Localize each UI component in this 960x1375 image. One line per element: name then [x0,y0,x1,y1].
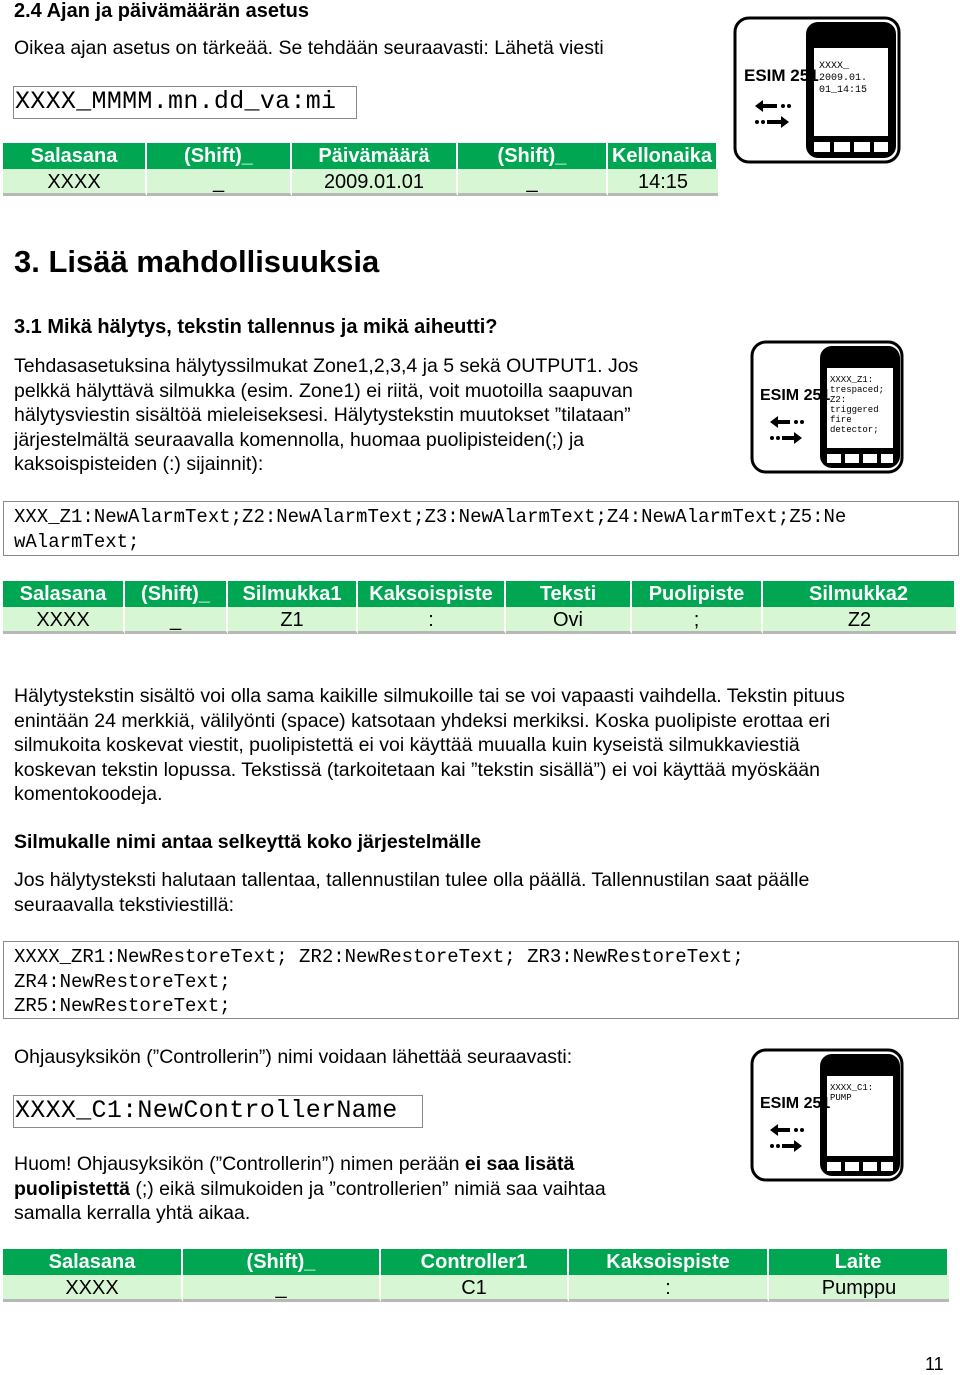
code-line: ZR4:NewRestoreText; [14,970,231,993]
table-header: Silmukka1 [228,581,358,607]
code-line: wAlarmText; [14,530,140,553]
table-cell: _ [183,1275,381,1302]
text-line [14,1152,714,1177]
table-cell: 2009.01.01 [292,169,458,196]
section-heading-3-1: 3.1 Mikä hälytys, tekstin tallennus ja mikä aiheutti? [14,316,498,338]
text-line: järjestelmältä seuraavalla komennolla, huomaa puolipisteiden(;) ja [14,428,585,451]
phone-screen-line: detector; [830,425,879,435]
text-line: samalla kerralla yhtä aikaa. [14,1202,251,1224]
table-cell: _ [147,169,292,196]
phone-screen-line: triggered [830,405,879,415]
table-cell: Ovi [506,607,632,634]
paragraph-note [14,1152,714,1226]
table-cell: Pumppu [769,1275,949,1302]
note-text: Huom! Ohjausyksikön (”Controllerin”) nimen perään [14,1153,465,1175]
paragraph-restore [14,868,949,917]
phone-illustration-time [733,16,901,164]
text-line: Jos hälytysteksti halutaan tallentaa, tallennustilan tulee olla päällä. Tallennustilan saat päälle [14,869,810,891]
text-line: komentokoodeja. [14,783,163,805]
text-line: koskevan tekstin lopussa. Tekstissä (tarkoitetaan kai ”tekstin sisällä”) ei voi käyttää myöskään [14,758,820,781]
phone-brand: ESIM 251 [744,66,819,85]
text-line: enintään 24 merkkiä, välilyönti (space) katsotaan yhdeksi merkiksi. Koska puolipiste erottaa eri [14,709,831,732]
paragraph-alarm-text [14,354,734,477]
table-header: (Shift)_ [458,143,608,169]
text-line: hälytysviestin sisältöä mieleiseksesi. Hälytystekstin muutokset ”tilataan” [14,404,631,426]
table-header: Salasana [3,581,125,607]
phone-illustration-alarm [750,340,904,474]
text-line: pelkkä hälyttävä silmukka (esim. Zone1) ei riitä, voit muotoilla saapuvan [14,379,633,402]
table-cell: ; [632,607,763,634]
phone-brand: ESIM 251 [760,387,831,404]
table-header: (Shift)_ [125,581,228,607]
note-bold: ei saa lisätä [464,1153,575,1175]
table-cell: Z2 [763,607,956,634]
bold-heading-loop-name: Silmukalle nimi antaa selkeyttä koko järjestelmälle [14,831,482,853]
text-line: seuraavalla tekstiviestillä: [14,893,235,916]
phone-screen-line: PUMP [830,1093,852,1103]
page-number: 11 [925,1354,944,1374]
code-alarm-text [3,501,959,556]
phone-screen-line: trespaced; [830,385,885,395]
table-cell: XXXX [3,607,125,634]
table-cell: : [358,607,506,634]
paragraph-controller: Ohjausyksikön (”Controllerin”) nimi voidaan lähettää seuraavasti: [14,1046,573,1068]
table-header: Kaksoispiste [358,581,506,607]
table-header: (Shift)_ [147,143,292,169]
table-header: Teksti [506,581,632,607]
table-header: Laite [769,1249,949,1275]
table-header: Päivämäärä [292,143,458,169]
table-cell: : [569,1275,769,1302]
paragraph-time-intro: Oikea ajan asetus on tärkeää. Se tehdään seuraavasti: Lähetä viesti [14,37,604,59]
phone-illustration-controller [750,1048,904,1182]
phone-brand: ESIM 251 [760,1095,831,1112]
section-heading-2-4: 2.4 Ajan ja päivämäärän asetus [14,0,309,22]
phone-screen-line: XXXX_Z1: [830,375,874,385]
code-set-time: XXXX_MMMM.mn.dd_va:mi [13,86,357,119]
code-line: XXX_Z1:NewAlarmText;Z2:NewAlarmText;Z3:NewAlarmText;Z4:NewAlarmText;Z5:Ne [14,506,847,528]
phone-screen-line: Z2: [830,395,847,405]
table-header: Kaksoispiste [569,1249,769,1275]
code-line: ZR5:NewRestoreText; [14,995,231,1017]
code-restore-text [3,941,959,1019]
table-header: Salasana [3,1249,183,1275]
note-bold: puolipistettä [14,1177,130,1200]
table-cell: _ [125,607,228,634]
table-cell: XXXX [3,1275,183,1302]
phone-screen-line: XXXX_C1: [830,1083,874,1093]
table-cell: _ [458,169,608,196]
table-cell: Z1 [228,607,358,634]
table-controller [3,1249,949,1302]
table-cell: XXXX [3,169,147,196]
table-header: Puolipiste [632,581,763,607]
text-line [14,1177,714,1202]
text-line: Tehdasasetuksina hälytyssilmukat Zone1,2,3,4 ja 5 sekä OUTPUT1. Jos [14,355,639,377]
section-heading-3: 3. Lisää mahdollisuuksia [14,244,380,279]
table-alarm [3,581,956,634]
table-header: Kellonaika [608,143,718,169]
phone-screen-line: 2009.01. [819,73,868,84]
table-header: Silmukka2 [763,581,956,607]
paragraph-alarm-content [14,684,949,807]
table-header: Controller1 [381,1249,569,1275]
code-controller-name: XXXX_C1:NewControllerName [13,1095,423,1128]
table-time [3,143,718,196]
table-header: Salasana [3,143,147,169]
text-line: kaksoispisteiden (:) sijainnit): [14,453,264,475]
phone-screen-line: fire [830,415,852,425]
phone-screen-line: 01_14:15 [819,85,868,96]
note-text: (;) eikä silmukoiden ja ”controllerien” nimiä saa vaihtaa [129,1177,606,1200]
table-cell: 14:15 [608,169,718,196]
text-line: Hälytystekstin sisältö voi olla sama kaikille silmukoille tai se voi vapaasti vaihdella. Tekstin pituus [14,685,845,707]
table-header: (Shift)_ [183,1249,381,1275]
phone-screen-line: XXXX_ [819,61,850,72]
code-line: XXXX_ZR1:NewRestoreText; ZR2:NewRestoreText; ZR3:NewRestoreText; [14,946,744,968]
text-line: silmukoita koskevat viestit, puolipistettä ei voi käyttää muualla kuin kyseistä silmukkaviestiä [14,734,800,756]
table-cell: C1 [381,1275,569,1302]
